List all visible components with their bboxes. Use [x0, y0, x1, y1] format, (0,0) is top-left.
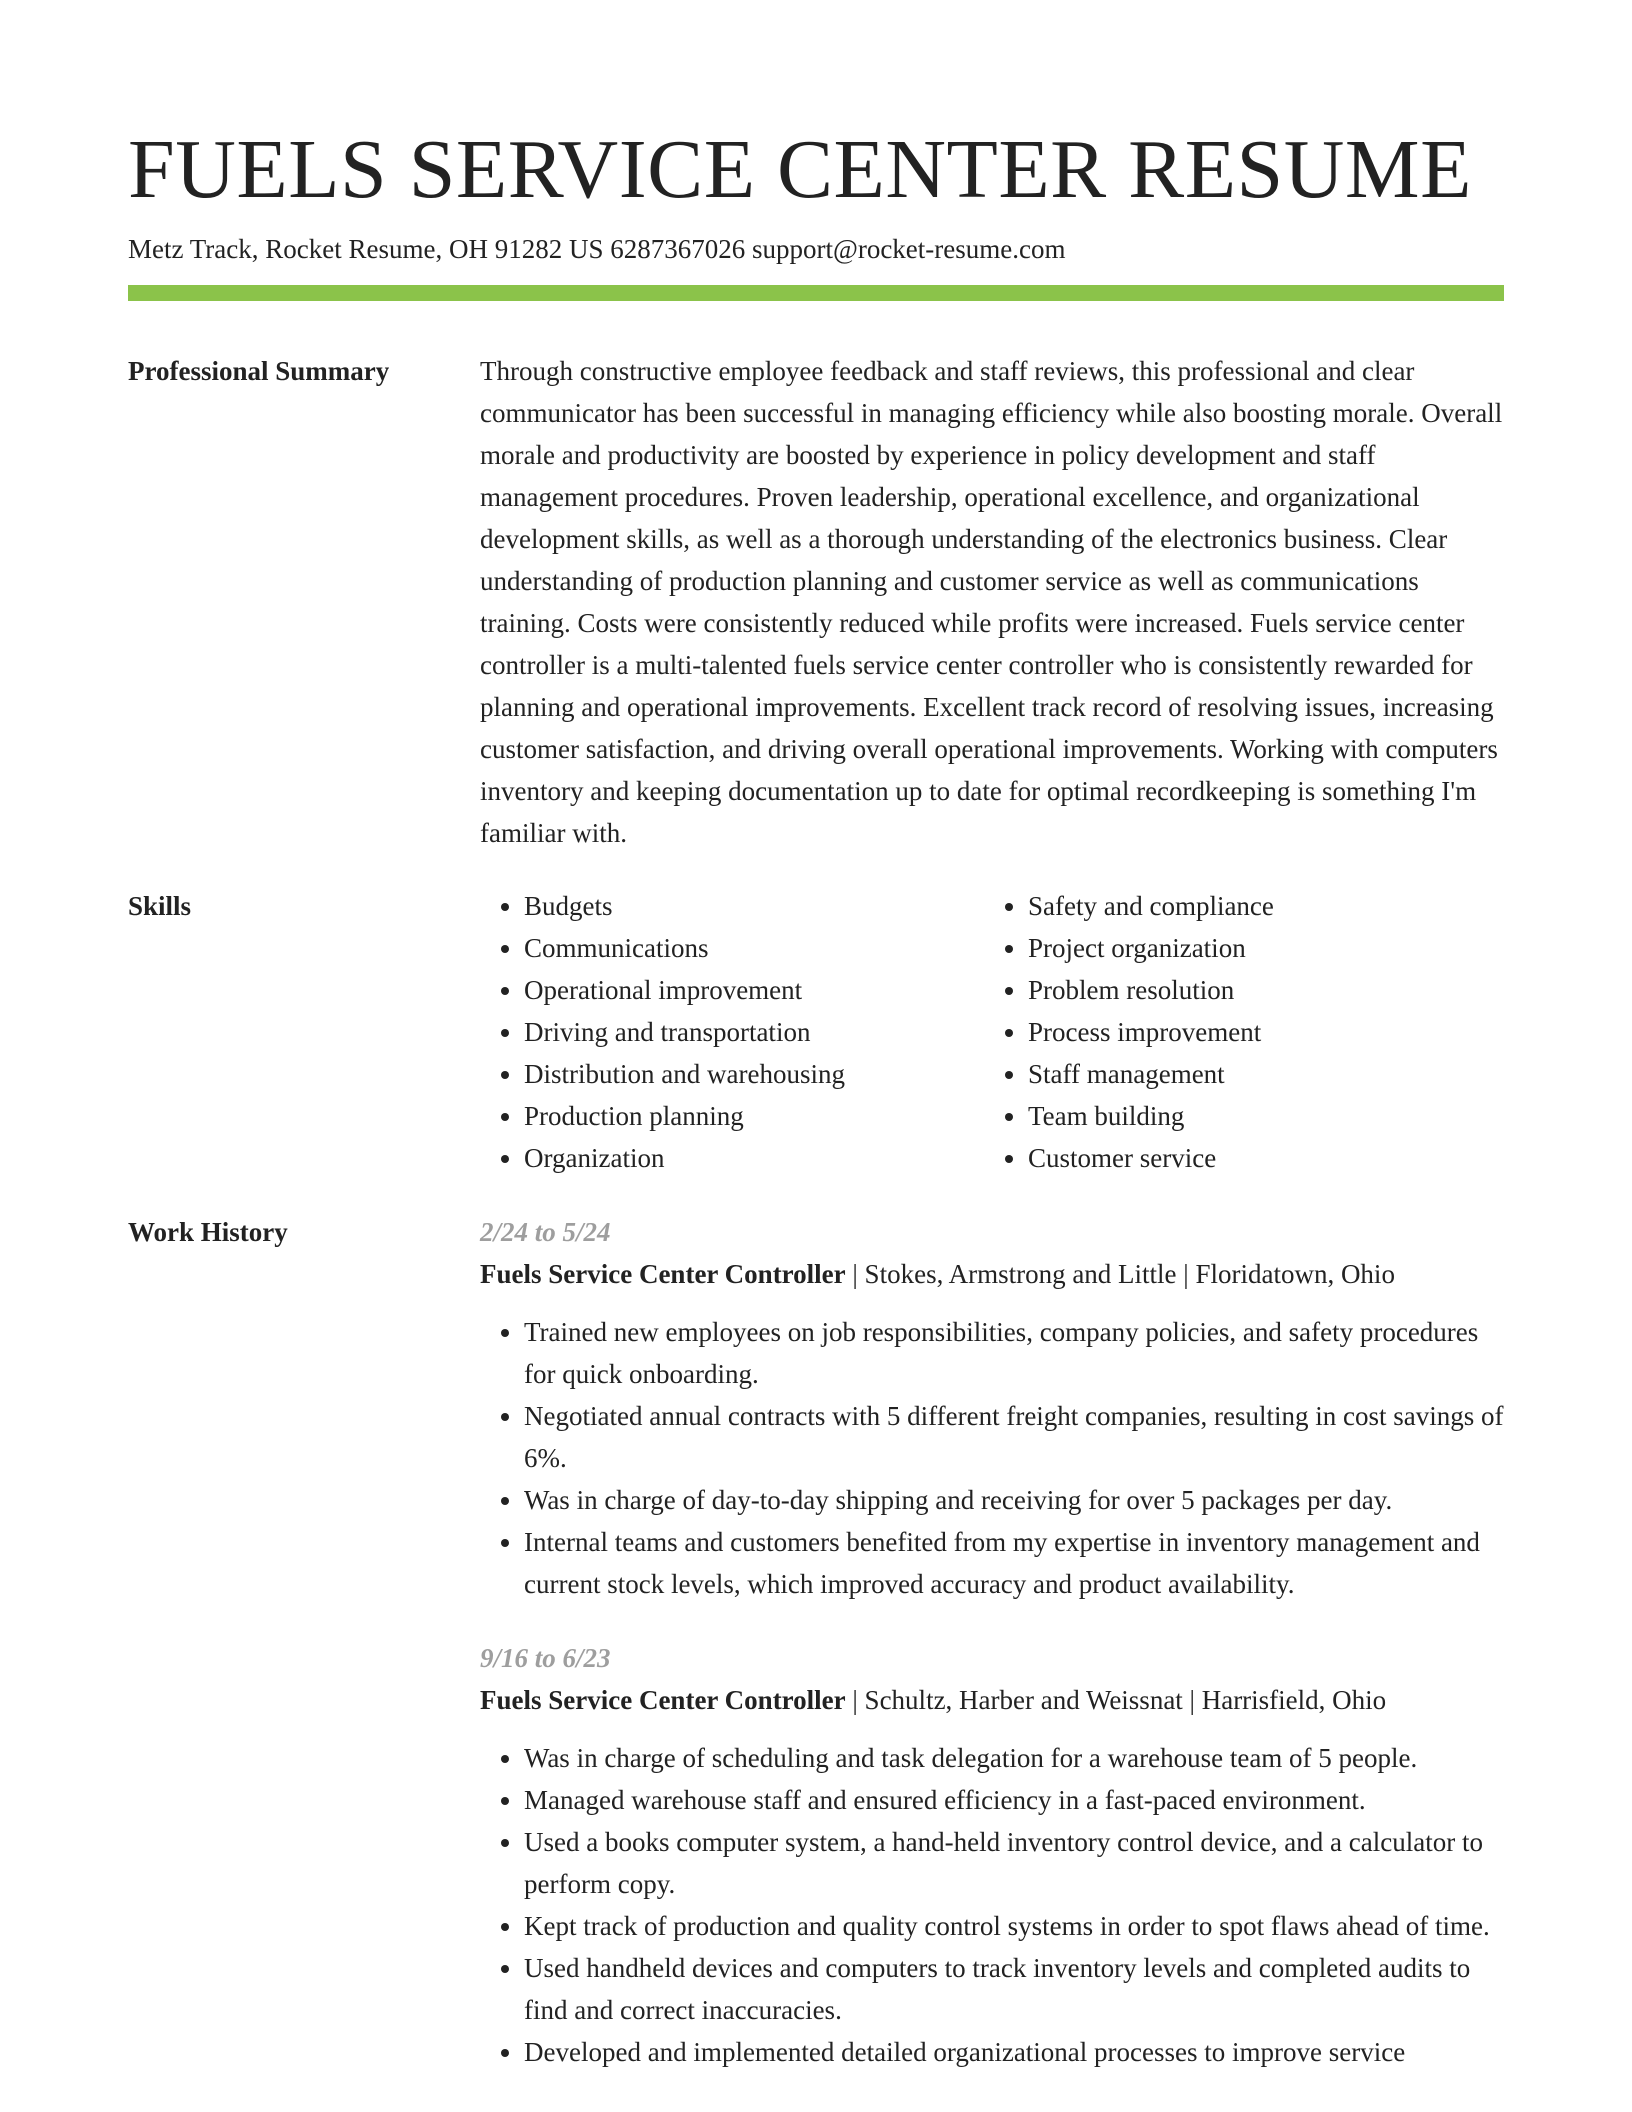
summary-body — [480, 350, 1504, 854]
section-heading-work-history: Work History — [128, 1217, 288, 1247]
skill-item: • Team building — [1028, 1095, 1488, 1137]
job-bullet: • Used handheld devices and computers to track inventory levels and completed audits to find and correct inaccuracies. — [524, 1947, 1504, 2031]
skills-list-left — [480, 885, 984, 1179]
job-entry — [480, 1211, 1504, 1605]
skills-list-right — [984, 885, 1488, 1179]
job-dates: 2/24 to 5/24 — [480, 1217, 611, 1247]
job-bullet: • Developed and implemented detailed organizational processes to improve service — [524, 2031, 1504, 2073]
section-heading-professional-summary: Professional Summary — [128, 356, 390, 386]
skill-item: • Driving and transportation — [524, 1011, 984, 1053]
job-bullet: • Internal teams and customers benefited from my expertise in inventory management and current stock levels, which improved accuracy and product availability. — [524, 1521, 1504, 1605]
job-dates: 9/16 to 6/23 — [480, 1643, 611, 1673]
job-bullet: • Was in charge of day-to-day shipping and receiving for over 5 packages per day. — [524, 1479, 1504, 1521]
job-bullet: • Used a books computer system, a hand-held inventory control device, and a calculator to perform copy. — [524, 1821, 1504, 1905]
job-employer-location: | Stokes, Armstrong and Little | Floridatown, Ohio — [845, 1259, 1395, 1289]
skill-item: • Communications — [524, 927, 984, 969]
skill-item: • Organization — [524, 1137, 984, 1179]
skill-item: • Problem resolution — [1028, 969, 1488, 1011]
skill-item: • Staff management — [1028, 1053, 1488, 1095]
skill-item: • Production planning — [524, 1095, 984, 1137]
header-divider — [128, 285, 1504, 301]
work-history-body — [480, 1211, 1504, 2105]
skill-item: • Project organization — [1028, 927, 1488, 969]
contact-line: Metz Track, Rocket Resume, OH 91282 US 6287367026 support@rocket-resume.com — [128, 234, 1066, 264]
resume-title: FUELS SERVICE CENTER RESUME — [128, 123, 1472, 216]
job-bullet: • Managed warehouse staff and ensured efficiency in a fast-paced environment. — [524, 1779, 1504, 1821]
summary-text: Through constructive employee feedback and staff reviews, this professional and clear communicator has been successful in managing efficiency while also boosting morale. Overall morale and productivity are boosted by experience in policy development and staff management procedures. Proven leadership, operational excellence, and organizational development skills, as well as a thorough understanding of the electronics business. Clear understanding of production planning and customer service as well as communications training. Costs were consistently reduced while profits were increased. Fuels service center controller is a multi-talented fuels service center controller who is consistently rewarded for planning and operational improvements. Excellent track record of resolving issues, increasing customer satisfaction, and driving overall operational improvements. Working with computers inventory and keeping documentation up to date for optimal recordkeeping is something I'm familiar with. — [480, 356, 1503, 848]
job-bullet: • Trained new employees on job responsibilities, company policies, and safety procedures for quick onboarding. — [524, 1311, 1504, 1395]
job-bullet: • Kept track of production and quality control systems in order to spot flaws ahead of time. — [524, 1905, 1504, 1947]
skills-body — [480, 885, 1504, 1179]
skill-item: • Safety and compliance — [1028, 885, 1488, 927]
section-heading-skills: Skills — [128, 891, 192, 921]
skills-columns — [480, 885, 1504, 1179]
skill-item: • Customer service — [1028, 1137, 1488, 1179]
job-title: Fuels Service Center Controller — [480, 1259, 846, 1289]
job-heading — [480, 1679, 1504, 1721]
job-title: Fuels Service Center Controller — [480, 1685, 846, 1715]
skill-item: • Budgets — [524, 885, 984, 927]
skill-item: • Operational improvement — [524, 969, 984, 1011]
job-bullets — [480, 1311, 1504, 1605]
job-employer-location: | Schultz, Harber and Weissnat | Harrisfield, Ohio — [845, 1685, 1387, 1715]
job-entry — [480, 1637, 1504, 2073]
job-heading — [480, 1253, 1504, 1295]
skill-item: • Distribution and warehousing — [524, 1053, 984, 1095]
job-bullet: • Negotiated annual contracts with 5 different freight companies, resulting in cost savings of 6%. — [524, 1395, 1504, 1479]
skill-item: • Process improvement — [1028, 1011, 1488, 1053]
job-bullet: • Was in charge of scheduling and task delegation for a warehouse team of 5 people. — [524, 1737, 1504, 1779]
job-bullets — [480, 1737, 1504, 2073]
